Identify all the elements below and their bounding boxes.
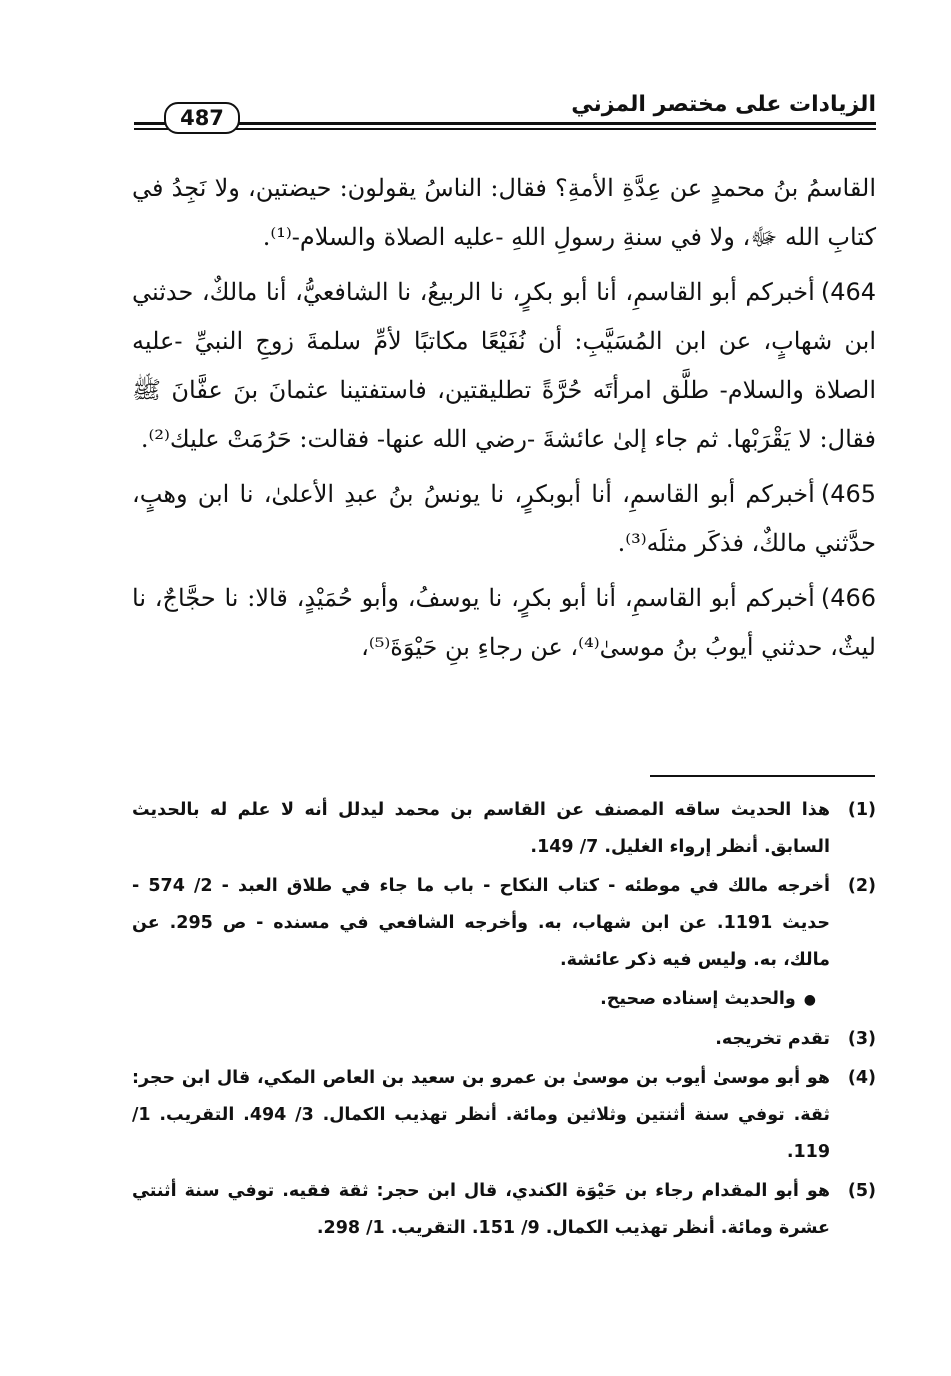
footnote-number: (3) <box>847 1029 876 1049</box>
running-title: الزيادات على مختصر المزني <box>571 92 876 117</box>
footnote-number: (2) <box>847 876 876 896</box>
footnote-text: أخرجه مالك في موطئه - كتاب النكاح - باب ما جاء في طلاق العبد - 2/ 574 - حديث 1191. عن ابن شهاب، به. وأخرجه الشافعي في مسنده - ص 295. عن مالك، به. وليس فيه ذكر عائشة. <box>132 876 830 970</box>
hadith-466 <box>132 574 876 672</box>
header-rule-left-thin <box>134 128 168 130</box>
footnote-2-bullet <box>132 981 876 1019</box>
page-header <box>134 92 876 134</box>
footnote-text: هو أبو موسىٰ أيوب بن موسىٰ بن عمرو بن سعيد بن العاص المكي، قال ابن حجر: ثقة. توفي سنة أثنتين وثلاثين ومائة. أنظر تهذيب الكمال. 3/ 494. التقريب. 1/ 119. <box>132 1068 831 1162</box>
header-rule-left <box>134 122 168 125</box>
footnote-number: (5) <box>847 1181 876 1201</box>
footnote-text: تقدم تخريجه. <box>715 1029 830 1049</box>
footnote-text: والحديث إسناده صحيح. <box>600 989 796 1009</box>
footnote-1 <box>132 792 876 866</box>
paragraph-continuation: القاسمُ بنُ محمدٍ عن عِدَّةِ الأمةِ؟ فقال: الناسُ يقولون: حيضتين، ولا نَجِدُ في كتابِ الله ﷻ، ولا في سنةِ رسولِ اللهِ -عليه الصلاة والسلام-⁽¹⁾. <box>132 174 876 251</box>
footnote-number: (4) <box>847 1068 876 1088</box>
hadith-text: أخبركم أبو القاسمِ، أنا أبو بكرٍ، نا الربيعُ، نا الشافعيُّ، أنا مالكٌ، حدثني ابن شهابٍ، عن ابن المُسَيَّبِ: أن نُفَيْعًا مكاتبًا لأمِّ سلمةَ زوجِ النبيِّ -عليه الصلاة والسلام- طلَّق امرأتَه حُرَّةً تطليقتين، فاستفتينا عثمانَ بنَ عفَّانَ ﷺ فقال: لا يَقْرَبْها. ثم جاء إلىٰ عائشةَ -رضي الله عنها- فقالت: حَرُمَتْ عليك⁽²⁾. <box>132 278 876 453</box>
bullet-icon: ● <box>803 992 816 1008</box>
footnote-4 <box>132 1060 876 1171</box>
header-rule-thin <box>224 128 876 130</box>
hadith-464 <box>132 268 876 464</box>
footnote-5 <box>132 1173 876 1247</box>
hadith-465 <box>132 470 876 568</box>
footnote-2 <box>132 868 876 979</box>
footnote-separator <box>650 775 875 777</box>
hadith-text: أخبركم أبو القاسمِ، أنا أبو بكرٍ، نا يوسفُ، وأبو حُمَيْدٍ، قالا: نا حجَّاجٌ، نا ليثٌ، حدثني أيوبُ بنُ موسىٰ⁽⁴⁾، عن رجاءِ بنِ حَيْوَةَ⁽⁵⁾، <box>132 584 876 661</box>
hadith-text: أخبركم أبو القاسمِ، أنا أبوبكرٍ، نا يونسُ بنُ عبدِ الأعلىٰ، نا ابن وهبٍ، حدَّثني مالكٌ، فذكَر مثلَه⁽³⁾. <box>132 480 876 557</box>
footnote-text: هذا الحديث ساقه المصنف عن القاسم بن محمد ليدلل أنه لا علم له بالحديث السابق. أنظر إرواء الغليل. 7/ 149. <box>132 800 830 857</box>
footnote-text: هو أبو المقدام رجاء بن حَيْوَة الكندي، قال ابن حجر: ثقة فقيه. توفي سنة أثنتي عشرة ومائة. أنظر تهذيب الكمال. 9/ 151. التقريب. 1/ 298. <box>132 1181 830 1238</box>
footnote-number: (1) <box>847 800 876 820</box>
hadith-number: 464) <box>820 278 876 306</box>
header-rule <box>224 122 876 125</box>
page-number: 487 <box>164 102 240 134</box>
main-text <box>132 164 876 678</box>
footnotes <box>132 792 876 1249</box>
footnote-3 <box>132 1021 876 1058</box>
hadith-number: 466) <box>820 584 876 612</box>
hadith-number: 465) <box>820 480 876 508</box>
